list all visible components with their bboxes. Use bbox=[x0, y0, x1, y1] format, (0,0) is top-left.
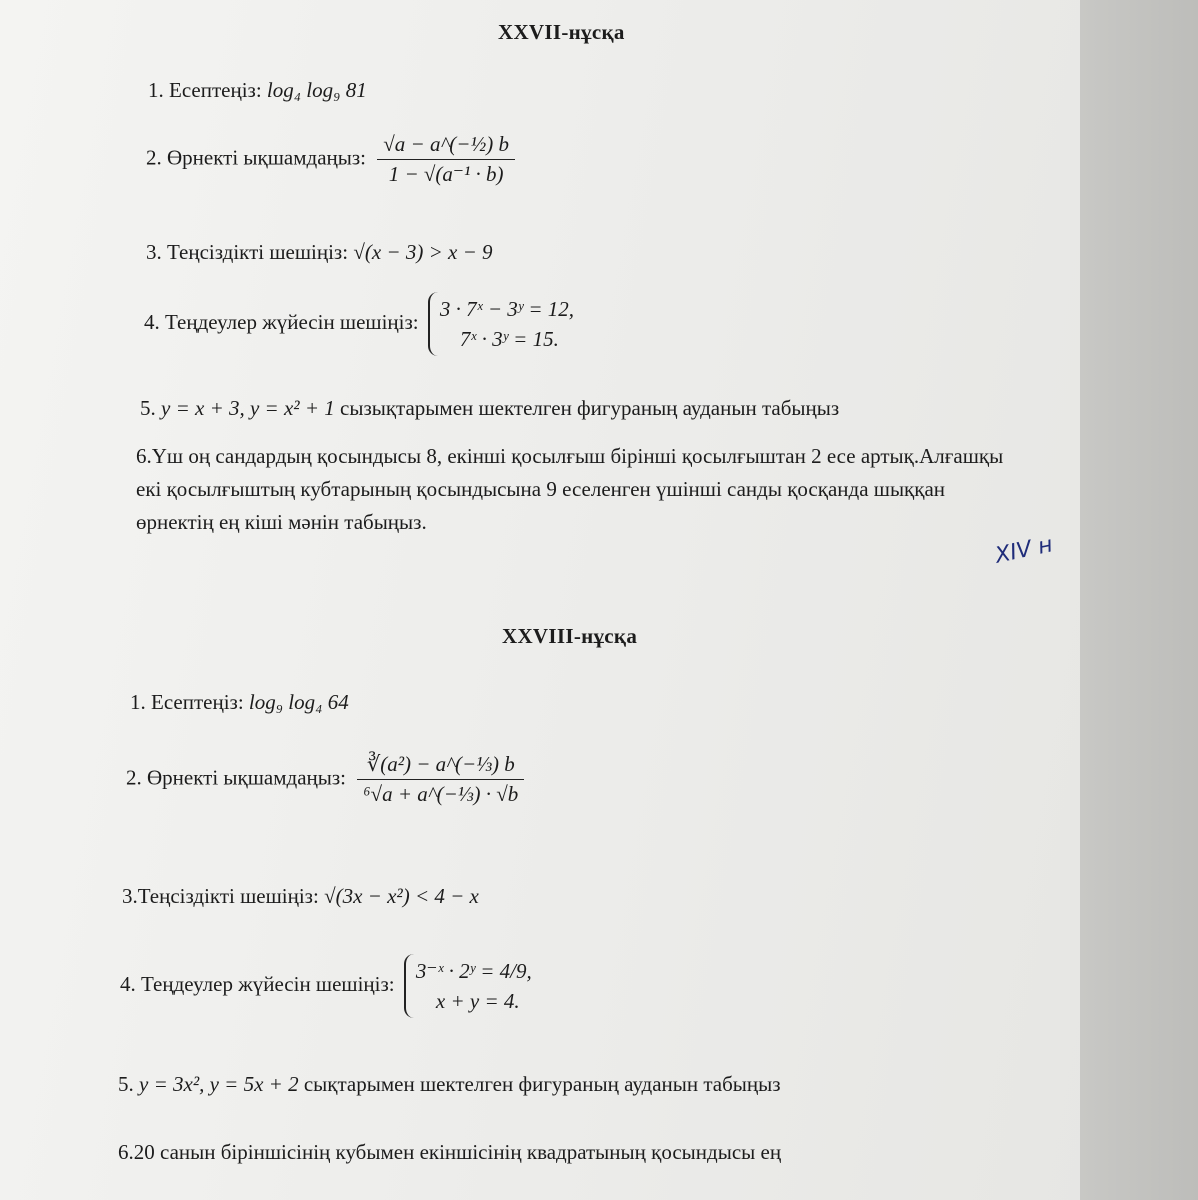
v28-p5-text: сықтарымен шектелген фигураның ауданын табыңыз bbox=[303, 1072, 781, 1096]
v27-p2-label: 2. Өрнекті ықшамдаңыз: bbox=[146, 145, 366, 170]
v28-p4-eq1: 3⁻ˣ · 2ʸ = 4/9, bbox=[415, 959, 532, 983]
v28-problem-4 bbox=[120, 954, 532, 1018]
v28-problem-2 bbox=[126, 752, 524, 807]
v27-p3-label: 3. Теңсіздікті шешіңіз: bbox=[146, 240, 349, 264]
v27-problem-5 bbox=[140, 396, 839, 421]
v27-p2-numerator: √a − a^(−½) b bbox=[377, 132, 515, 160]
v27-p5-text: сызықтарымен шектелген фигураның ауданын табыңыз bbox=[340, 396, 840, 420]
v27-p5-label: 5. bbox=[140, 396, 156, 420]
v28-p5-expr: y = 3x², y = 5x + 2 bbox=[139, 1072, 299, 1096]
v28-p1-label: 1. Есептеңіз: bbox=[130, 690, 244, 714]
v27-p5-expr: y = x + 3, y = x² + 1 bbox=[161, 396, 335, 420]
page-edge-shadow bbox=[1080, 0, 1198, 1200]
v27-p4-eq1: 3 · 7ˣ − 3ʸ = 12, bbox=[439, 297, 575, 321]
v27-p2-fraction bbox=[377, 132, 515, 187]
v28-p3-label: 3.Теңсіздікті шешіңіз: bbox=[122, 884, 319, 908]
v27-p3-expr: √(x − 3) > x − 9 bbox=[353, 240, 493, 264]
v27-problem-1 bbox=[148, 78, 367, 103]
v28-p2-fraction bbox=[357, 752, 524, 807]
handwritten-note: XIV н bbox=[993, 532, 1055, 569]
v28-p4-system bbox=[404, 954, 532, 1018]
v27-problem-6: 6.Үш оң сандардың қосындысы 8, екінші қосылғыш бірінші қосылғыштан 2 есе артық.Алғашқы екі қосылғыштың кубтарының қосындысына 9 еселенген үшінші санды қосқанда шыққан өрнектің ең кіші мәнін табыңыз. bbox=[136, 444, 1004, 534]
v28-problem-6: 6.20 санын біріншісінің кубымен екіншісінің квадратының қосындысы ең bbox=[118, 1140, 782, 1164]
v28-p2-numerator: ∛(a²) − a^(−⅓) b bbox=[357, 752, 524, 780]
v28-p1-expr: log₉ log₄ 64 bbox=[248, 690, 349, 714]
v27-problem-4 bbox=[144, 292, 574, 356]
v28-p2-label: 2. Өрнекті ықшамдаңыз: bbox=[126, 765, 346, 790]
v28-p2-denominator: ⁶√a + a^(−⅓) · √b bbox=[363, 782, 519, 806]
v28-problem-5 bbox=[118, 1072, 781, 1097]
variant-28-heading: XXVIII-нұсқа bbox=[502, 624, 638, 648]
v27-p1-label: 1. Есептеңіз: bbox=[148, 78, 262, 102]
variant-27-heading: XXVII-нұсқа bbox=[498, 20, 625, 44]
v28-p5-label: 5. bbox=[118, 1072, 134, 1096]
v28-p4-label: 4. Теңдеулер жүйесін шешіңіз: bbox=[120, 971, 395, 996]
v27-p2-denominator: 1 − √(a⁻¹ · b) bbox=[388, 162, 504, 186]
v28-p3-expr: √(3x − x²) < 4 − x bbox=[324, 884, 479, 908]
v27-p1-expr: log₄ log₉ 81 bbox=[266, 78, 367, 102]
v28-p4-eq2: x + y = 4. bbox=[435, 989, 520, 1013]
v27-p4-label: 4. Теңдеулер жүйесін шешіңіз: bbox=[144, 309, 419, 334]
v27-p4-eq2: 7ˣ · 3ʸ = 15. bbox=[459, 327, 559, 351]
v28-problem-3 bbox=[122, 884, 479, 909]
v27-problem-3 bbox=[146, 240, 493, 265]
v27-problem-2 bbox=[146, 132, 515, 187]
v28-problem-1 bbox=[130, 690, 349, 715]
v27-p4-system bbox=[428, 292, 574, 356]
